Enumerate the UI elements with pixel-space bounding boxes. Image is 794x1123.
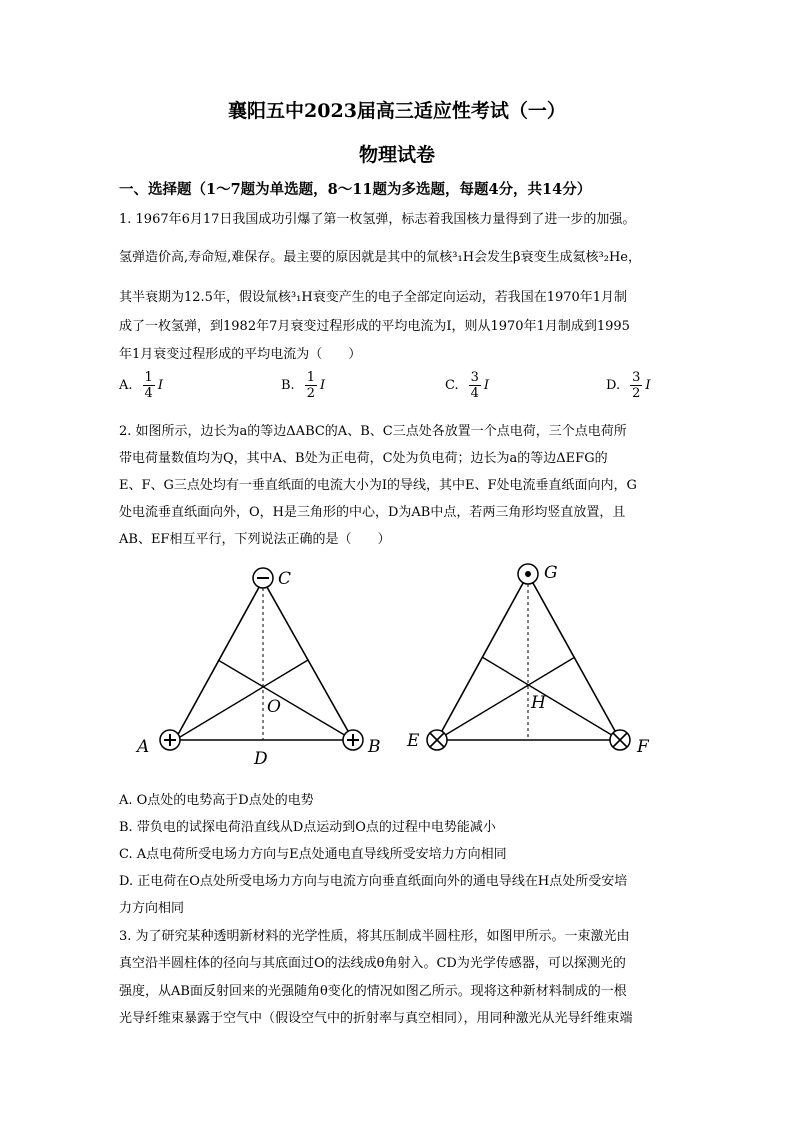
q3-line-2: 真空沿半圆柱体的径向与其底面过O的法线成θ角射入。CD为光学传感器，可以探测光的 [119,956,626,971]
label-e: E [407,731,420,751]
option-label: D. [606,378,621,393]
q3-line-4: 光导纤维束暴露于空气中（假设空气中的折射率与真空相同），用同种激光从光导纤维束端 [119,1011,633,1026]
option-var: I [645,378,651,393]
q1-option-b[interactable] [281,370,325,401]
q2-option-c[interactable]: C. A点电荷所受电场力方向与E点处通电直导线所受安培力方向相同 [119,847,507,862]
q2-line-4: 处电流垂直纸面向外，O，H是三角形的中心，D为AB中点，若两三角形均竖直放置，且 [119,505,626,520]
option-var: I [319,378,326,393]
negative-charge-icon [253,568,273,588]
q1-line-5: 年1月衰变过程形成的平均电流为（ ） [119,347,362,362]
q1-line-4: 成了一枚氢弹，到1982年7月衰变过程形成的平均电流为I，则从1970年1月制成到1995 [119,319,630,334]
q2-line-3: E、F、G三点处均有一垂直纸面的电流大小为I的导线，其中E、F处电流垂直纸面向内，G [119,478,637,493]
fraction: $\frac{3}{4}$ [470,370,479,401]
fraction: $\frac{3}{2}$ [632,370,641,401]
exam-subtitle: 物理试卷 [358,144,435,166]
current-in-icon [610,730,630,750]
q2-option-b[interactable]: B. 带负电的试探电荷沿直线从D点运动到O点的过程中电势能减小 [119,820,496,835]
q1-options [119,370,679,410]
label-f: F [637,737,649,757]
q2-option-a[interactable]: A. O点处的电势高于D点处的电势 [119,793,314,808]
q1-line-2: 氢弹造价高,寿命短,难保存。最主要的原因就是其中的氚核³₁H会发生β衰变生成氦核³₂He， [119,250,641,265]
q1-option-a[interactable] [119,370,163,401]
label-c: C [278,569,292,589]
current-out-icon [518,564,538,584]
exam-title: 襄阳五中2023届高三适应性考试（一） [228,100,566,122]
label-d: D [254,749,268,769]
q2-line-2: 带电荷量数值均为Q，其中A、B处为正电荷，C处为负电荷；边长为a的等边ΔEFG的 [119,451,608,466]
q2-option-d[interactable]: D. 正电荷在O点处所受电场力方向与电流方向垂直纸面向外的通电导线在H点处所受安培 [119,874,628,889]
option-label: C. [445,378,459,393]
q1-option-c[interactable] [445,370,489,401]
positive-charge-icon [160,730,180,750]
triangle-abc [135,568,381,769]
option-var: I [157,378,163,393]
triangle-efg [406,563,650,757]
q2-figure [130,560,670,780]
current-in-icon [427,730,447,750]
section-heading: 一、选择题（1～7题为单选题，8～11题为多选题，每题4分，共14分） [119,181,592,198]
q2-option-d-cont: 力方向相同 [119,901,185,916]
q1-line-1: 1. 1967年6月17日我国成功引爆了第一枚氢弹，标志着我国核力量得到了进一步的加强。 [119,212,636,227]
label-o: O [267,697,281,717]
q3-line-3: 强度，从AB面反射回来的光强随角θ变化的情况如图乙所示。现将这种新材料制成的一根 [119,984,627,999]
label-g: G [544,563,558,583]
fraction: $\frac{1}{2}$ [306,370,315,401]
q2-line-5: AB、EF相互平行，下列说法正确的是（ ） [119,532,391,547]
option-label: A. [119,378,133,393]
positive-charge-icon [343,730,363,750]
option-var: I [483,378,490,393]
fraction: $\frac{1}{4}$ [144,370,153,401]
label-b: B [368,737,381,757]
label-h: H [531,693,546,713]
q1-line-3: 其半衰期为12.5年，假设氚核³₁H衰变产生的电子全部定向运动，若我国在1970年1月制 [119,290,628,305]
q1-option-d[interactable] [606,370,651,401]
label-a: A [137,737,150,757]
option-label: B. [281,378,295,393]
q2-line-1: 2. 如图所示，边长为a的等边ΔABC的A、B、C三点处各放置一个点电荷，三个点电荷所 [119,424,627,439]
q3-line-1: 3. 为了研究某种透明新材料的光学性质，将其压制成半圆柱形，如图甲所示。一束激光由 [119,929,630,944]
